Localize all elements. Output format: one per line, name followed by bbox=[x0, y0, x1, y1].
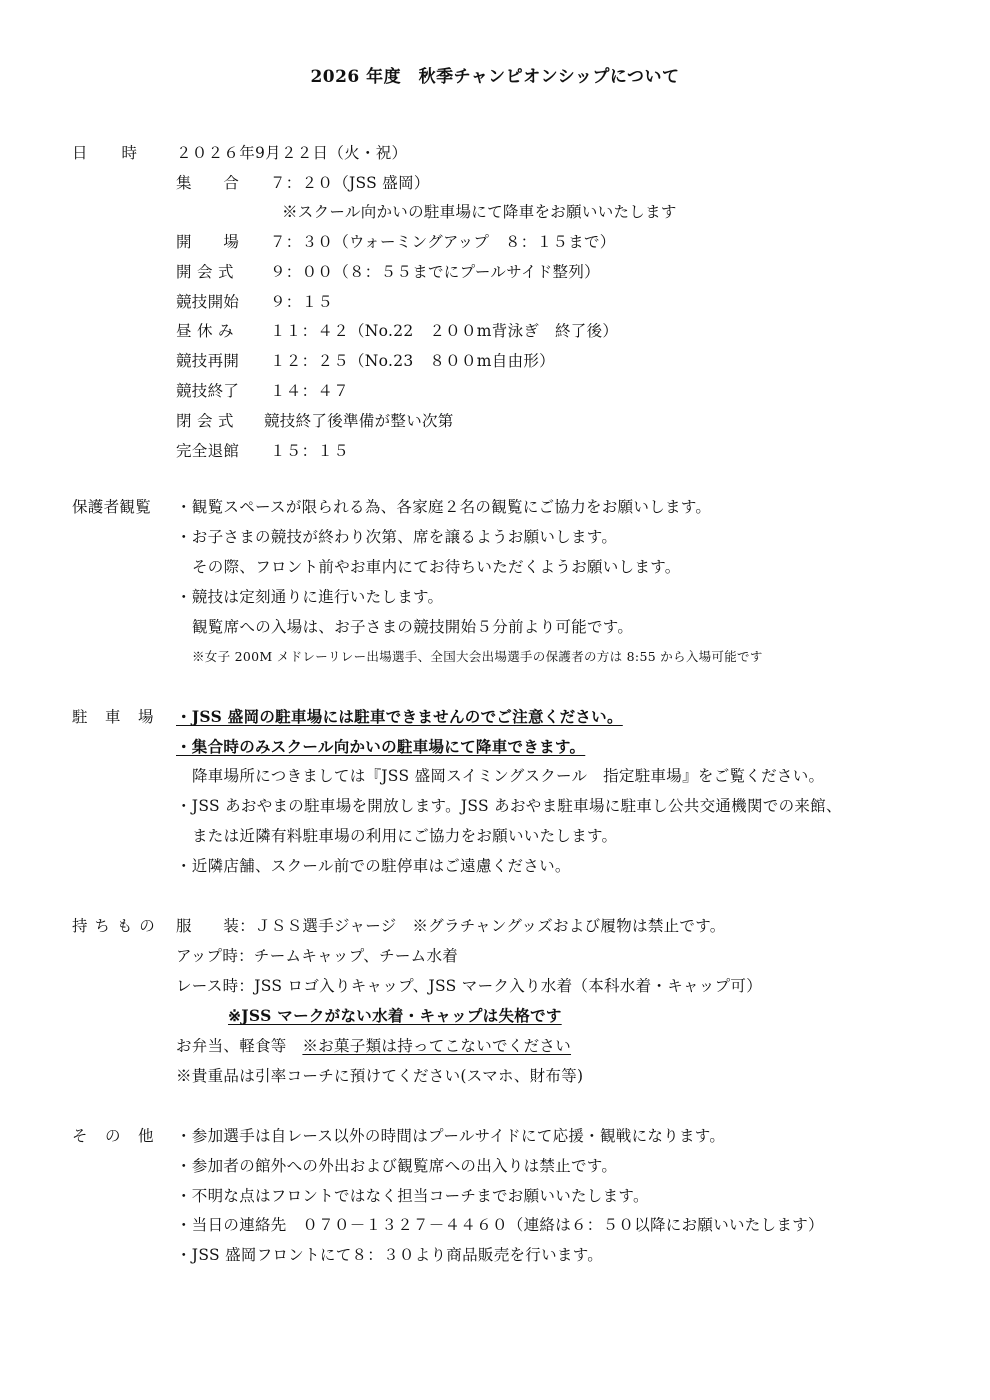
other-line: ・参加選手は自レース以外の時間はプールサイドにて応援・観戦になります。 bbox=[176, 1127, 726, 1145]
assembly-label: 集 合 bbox=[176, 174, 240, 192]
parking-line: ・近隣店舗、スクール前での駐停車はご遠慮ください。 bbox=[176, 857, 571, 875]
lunch-break-time: １１：４２（No.22 ２００m背泳ぎ 終了後） bbox=[270, 322, 619, 340]
other-line: ・参加者の館外への外出および観覧席への出入りは禁止です。 bbox=[176, 1157, 618, 1175]
parking-line: ・JSS あおやまの駐車場を開放します。JSS あおやま駐車場に駐車し公共交通機関での来館、 bbox=[176, 797, 842, 815]
belongings-disqualify-warning: ※JSS マークがない水着・キャップは失格です bbox=[228, 1006, 562, 1025]
belongings-clothing: 服 装：ＪＳＳ選手ジャージ ※グラチャングッズおよび履物は禁止です。 bbox=[176, 917, 726, 935]
other-label: そ の 他 bbox=[72, 1127, 155, 1145]
full-exit-label: 完全退館 bbox=[176, 442, 240, 460]
contact-line: ・当日の連絡先 ０７０－１３２７－４４６０（連絡は６：５０以降にお願いいたします） bbox=[176, 1216, 824, 1234]
guardians-line: ・競技は定刻通りに進行いたします。 bbox=[176, 588, 444, 606]
guardians-note: ※女子 200M メドレーリレー出場選手、全国大会出場選手の保護者の方は 8:55 から入場可能です bbox=[192, 649, 763, 664]
belongings-lunch-text: お弁当、軽食等 bbox=[176, 1037, 303, 1055]
guardians-line: ・お子さまの競技が終わり次第、席を譲るようお願いします。 bbox=[176, 528, 618, 546]
lunch-break-label: 昼 休 み bbox=[176, 322, 234, 340]
competition-end-time: １４：４７ bbox=[270, 382, 350, 400]
parking-line: 降車場所につきましては『JSS 盛岡スイミングスクール 指定駐車場』をご覧ください。 bbox=[192, 767, 825, 785]
parking-label: 駐 車 場 bbox=[72, 708, 155, 726]
guardians-line: 観覧席への入場は、お子さまの競技開始５分前より可能です。 bbox=[192, 618, 634, 636]
guardians-line: ・観覧スペースが限られる為、各家庭２名の観覧にご協力をお願いします。 bbox=[176, 498, 712, 516]
belongings-valuables: ※貴重品は引率コーチに預けてください(スマホ、財布等) bbox=[176, 1067, 584, 1085]
belongings-label: 持 ち も の bbox=[72, 917, 156, 935]
ceremony-label: 開 会 式 bbox=[176, 263, 234, 281]
closing-ceremony-label: 閉 会 式 bbox=[176, 412, 234, 430]
guardians-line: その際、フロント前やお車内にてお待ちいただくようお願いします。 bbox=[192, 558, 681, 576]
belongings-race: レース時：JSS ロゴ入りキャップ、JSS マーク入り水着（本科水着・キャップ可） bbox=[176, 977, 762, 995]
other-line: ・不明な点はフロントではなく担当コーチまでお願いいたします。 bbox=[176, 1187, 649, 1205]
other-line: ・JSS 盛岡フロントにて８：３０より商品販売を行います。 bbox=[176, 1246, 604, 1264]
page-title: 2026 年度 秋季チャンピオンシップについて bbox=[310, 67, 680, 87]
guardians-label: 保護者観覧 bbox=[72, 498, 152, 516]
full-exit-time: １５：１５ bbox=[270, 442, 350, 460]
schedule-label: 日 時 bbox=[72, 144, 139, 162]
competition-start-time: ９：１５ bbox=[270, 293, 334, 311]
parking-line: または近隣有料駐車場の利用にご協力をお願いいたします。 bbox=[192, 827, 618, 845]
belongings-lunch bbox=[176, 1036, 571, 1056]
assembly-time: ７：２０（JSS 盛岡） bbox=[270, 174, 430, 192]
parking-dropoff: ・集合時のみスクール向かいの駐車場にて降車できます。 bbox=[176, 737, 586, 756]
ceremony-time: ９：００（８：５５までにプールサイド整列） bbox=[270, 263, 600, 281]
assembly-note: ※スクール向かいの駐車場にて降車をお願いいたします bbox=[282, 203, 677, 221]
parking-warning: ・JSS 盛岡の駐車場には駐車できませんのでご注意ください。 bbox=[176, 707, 623, 726]
closing-ceremony-time: 競技終了後準備が整い次第 bbox=[264, 412, 454, 430]
resume-label: 競技再開 bbox=[176, 352, 240, 370]
resume-time: １２：２５（No.23 ８００m自由形） bbox=[270, 352, 555, 370]
opening-time: ７：３０（ウォーミングアップ ８：１５まで） bbox=[270, 233, 616, 251]
event-date: ２０２６年9月２２日（火・祝） bbox=[176, 144, 408, 162]
opening-label: 開 場 bbox=[176, 233, 240, 251]
competition-start-label: 競技開始 bbox=[176, 293, 240, 311]
competition-end-label: 競技終了 bbox=[176, 382, 240, 400]
belongings-snack-note: ※お菓子類は持ってこないでください bbox=[302, 1037, 572, 1055]
belongings-warmup: アップ時：チームキャップ、チーム水着 bbox=[176, 947, 459, 965]
